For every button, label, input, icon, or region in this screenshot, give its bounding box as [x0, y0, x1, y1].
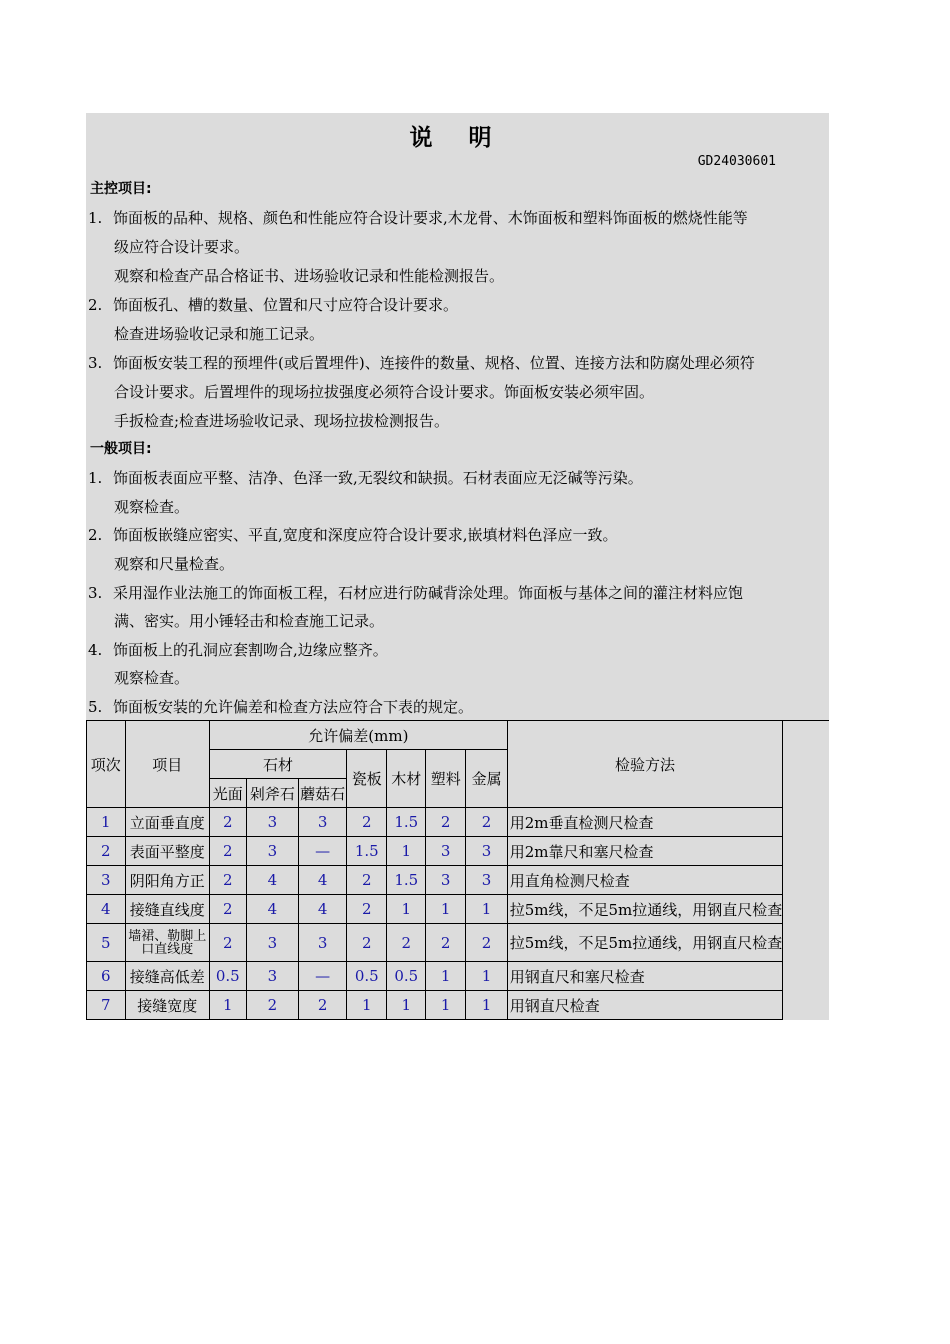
row-value: 1	[466, 962, 507, 991]
row-item: 墙裙、勒脚上口直线度	[125, 924, 209, 962]
row-seq: 1	[87, 808, 126, 837]
general-heading: 一般项目:	[90, 441, 152, 457]
row-seq: 7	[87, 991, 126, 1020]
row-value: 3	[426, 837, 466, 866]
item-text: 采用湿作业法施工的饰面板工程，石材应进行防碱背涂处理。饰面板与基体之间的灌注材料应饱	[113, 584, 744, 602]
row-value: 2	[387, 924, 426, 962]
main-item-3-line-1	[88, 353, 755, 373]
row-value: 3	[246, 962, 299, 991]
row-value: 0.5	[209, 962, 246, 991]
main-item-3-line-3: 手扳检查;检查进场验收记录、现场拉拔检测报告。	[114, 412, 450, 430]
general-item-2-line-1	[88, 525, 618, 545]
blank-cell	[783, 991, 829, 1020]
row-value: 3	[299, 808, 347, 837]
row-value: 1	[426, 895, 466, 924]
row-value: 2	[466, 924, 507, 962]
row-value: 4	[299, 866, 347, 895]
row-value: 1.5	[347, 837, 387, 866]
header-polished: 光面	[209, 779, 246, 808]
main-item-1-line-2: 级应符合设计要求。	[114, 238, 250, 256]
blank-cell	[783, 808, 829, 837]
main-item-2-line-2: 检查进场验收记录和施工记录。	[114, 325, 325, 343]
header-plastic: 塑料	[426, 750, 466, 808]
row-value: 2	[209, 837, 246, 866]
row-value: 3	[246, 808, 299, 837]
row-seq: 4	[87, 895, 126, 924]
general-item-4-line-1	[88, 640, 388, 660]
item-number: 3.	[88, 354, 103, 372]
header-seq: 项次	[87, 721, 126, 808]
row-item: 立面垂直度	[125, 808, 209, 837]
item-number: 2.	[88, 526, 103, 544]
row-value: 2	[209, 866, 246, 895]
row-value: 1	[466, 895, 507, 924]
general-item-5-line-1	[88, 697, 473, 717]
blank-cell	[783, 866, 829, 895]
table-row	[87, 837, 830, 866]
table-row	[87, 866, 830, 895]
row-value: 4	[246, 895, 299, 924]
row-value: 1	[347, 991, 387, 1020]
item-text: 饰面板安装的允许偏差和检查方法应符合下表的规定。	[113, 698, 474, 716]
row-value: 1.5	[387, 866, 426, 895]
row-item: 接缝宽度	[125, 991, 209, 1020]
header-ceramic: 瓷板	[347, 750, 387, 808]
row-value: 2	[426, 924, 466, 962]
item-text: 饰面板孔、槽的数量、位置和尺寸应符合设计要求。	[113, 296, 459, 314]
row-value: 3	[246, 837, 299, 866]
item-text: 饰面板的品种、规格、颜色和性能应符合设计要求,木龙骨、木饰面板和塑料饰面板的燃烧性能等	[113, 209, 748, 227]
document-number: GD24030601	[697, 154, 776, 169]
row-seq: 5	[87, 924, 126, 962]
main-item-1-line-3: 观察和检查产品合格证书、进场验收记录和性能检测报告。	[114, 267, 505, 285]
main-item-1-line-1	[88, 208, 748, 228]
row-method: 拉5m线，不足5m拉通线，用钢直尺检查	[507, 924, 783, 962]
item-number: 4.	[88, 641, 103, 659]
blank-cell	[783, 721, 829, 808]
row-value: 1	[426, 991, 466, 1020]
row-value: 3	[246, 924, 299, 962]
row-value: 2	[209, 895, 246, 924]
row-value: 2	[426, 808, 466, 837]
table-row	[87, 991, 830, 1020]
header-bush-hammered: 剁斧石	[246, 779, 299, 808]
row-value: 1	[209, 991, 246, 1020]
header-metal: 金属	[466, 750, 507, 808]
row-value: 2	[209, 808, 246, 837]
row-item: 表面平整度	[125, 837, 209, 866]
general-item-2-line-2: 观察和尺量检查。	[114, 555, 235, 573]
row-method: 用2m垂直检测尺检查	[507, 808, 783, 837]
row-value: 4	[246, 866, 299, 895]
row-value: 3	[426, 866, 466, 895]
row-value: —	[299, 837, 347, 866]
general-item-3-line-1	[88, 583, 743, 603]
row-value: 2	[299, 991, 347, 1020]
row-seq: 2	[87, 837, 126, 866]
table-row	[87, 924, 830, 962]
blank-cell	[783, 837, 829, 866]
blank-cell	[783, 895, 829, 924]
header-method: 检验方法	[507, 721, 783, 808]
row-value: 2	[347, 924, 387, 962]
page-title: 说 明	[409, 125, 506, 151]
row-item: 接缝直线度	[125, 895, 209, 924]
row-value: 2	[347, 895, 387, 924]
general-item-3-line-2: 满、密实。用小锤轻击和检查施工记录。	[114, 612, 385, 630]
header-mushroom-stone: 蘑菇石	[299, 779, 347, 808]
item-text: 饰面板安装工程的预埋件(或后置埋件)、连接件的数量、规格、位置、连接方法和防腐处理必须符	[113, 354, 755, 372]
row-value: 4	[299, 895, 347, 924]
row-value: 0.5	[347, 962, 387, 991]
item-number: 2.	[88, 296, 103, 314]
item-number: 3.	[88, 584, 103, 602]
row-value: 1	[426, 962, 466, 991]
header-deviation: 允许偏差(mm)	[209, 721, 507, 750]
header-item: 项目	[125, 721, 209, 808]
deviation-table	[86, 720, 829, 1020]
item-text: 饰面板上的孔洞应套割吻合,边缘应整齐。	[113, 641, 388, 659]
header-wood: 木材	[387, 750, 426, 808]
row-value: 1	[466, 991, 507, 1020]
blank-cell	[783, 962, 829, 991]
general-item-1-line-2: 观察检查。	[114, 498, 190, 516]
row-value: —	[299, 962, 347, 991]
row-value: 1	[387, 837, 426, 866]
general-item-4-line-2: 观察检查。	[114, 669, 190, 687]
table-row	[87, 962, 830, 991]
row-value: 2	[246, 991, 299, 1020]
table-row	[87, 895, 830, 924]
table-row	[87, 808, 830, 837]
row-value: 2	[347, 866, 387, 895]
item-number: 5.	[88, 698, 103, 716]
row-method: 用2m靠尺和塞尺检查	[507, 837, 783, 866]
row-value: 3	[466, 837, 507, 866]
row-seq: 6	[87, 962, 126, 991]
row-item: 接缝高低差	[125, 962, 209, 991]
row-value: 0.5	[387, 962, 426, 991]
row-seq: 3	[87, 866, 126, 895]
row-value: 1	[387, 991, 426, 1020]
main-item-2-line-1	[88, 295, 458, 315]
document-sheet	[86, 113, 829, 1019]
row-method: 用直角检测尺检查	[507, 866, 783, 895]
row-method: 拉5m线，不足5m拉通线，用钢直尺检查	[507, 895, 783, 924]
general-item-1-line-1	[88, 468, 643, 488]
main-heading: 主控项目:	[90, 181, 152, 197]
row-method: 用钢直尺和塞尺检查	[507, 962, 783, 991]
row-value: 1	[387, 895, 426, 924]
row-value: 3	[466, 866, 507, 895]
row-value: 1.5	[387, 808, 426, 837]
row-value: 2	[209, 924, 246, 962]
main-item-3-line-2: 合设计要求。后置埋件的现场拉拔强度必须符合设计要求。饰面板安装必须牢固。	[114, 383, 655, 401]
row-item: 阴阳角方正	[125, 866, 209, 895]
row-value: 3	[299, 924, 347, 962]
item-number: 1.	[88, 209, 103, 227]
row-value: 2	[466, 808, 507, 837]
row-value: 2	[347, 808, 387, 837]
blank-cell	[783, 924, 829, 962]
item-number: 1.	[88, 469, 103, 487]
item-text: 饰面板嵌缝应密实、平直,宽度和深度应符合设计要求,嵌填材料色泽应一致。	[113, 526, 618, 544]
item-text: 饰面板表面应平整、洁净、色泽一致,无裂纹和缺损。石材表面应无泛碱等污染。	[113, 469, 643, 487]
header-stone: 石材	[209, 750, 346, 779]
row-method: 用钢直尺检查	[507, 991, 783, 1020]
